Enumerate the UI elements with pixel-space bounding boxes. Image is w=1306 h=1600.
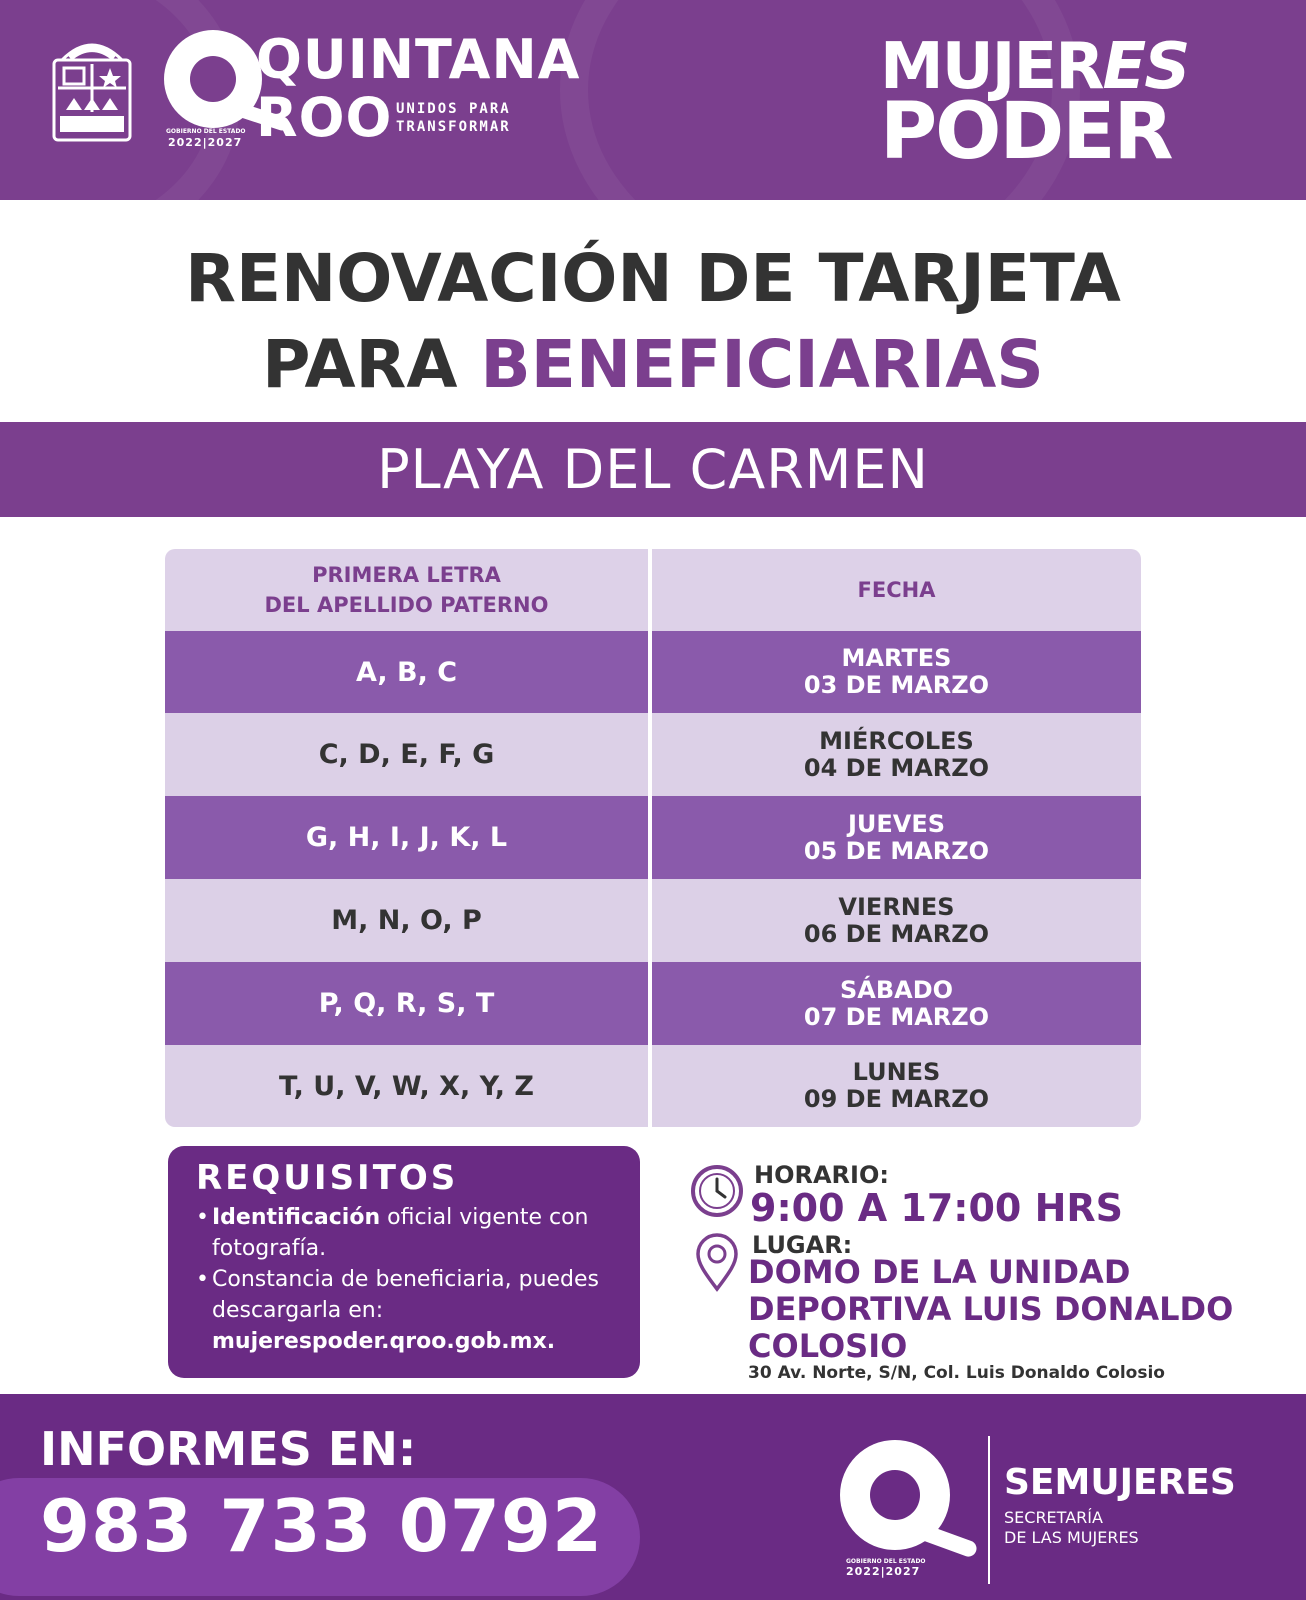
city-name: PLAYA DEL CARMEN: [377, 438, 929, 501]
logo-word-roo: ROO: [256, 86, 393, 149]
header-date-cell: FECHA: [857, 578, 936, 602]
logo-word-es: ES: [1102, 30, 1189, 104]
requirement-item: • Constancia de beneficiaria, puedes descargarla en: mujerespoder.qroo.gob.mx.: [196, 1264, 618, 1357]
logo-word-poder: PODER: [880, 87, 1172, 177]
date-cell: VIERNES 06 DE MARZO: [803, 892, 990, 948]
quintana-roo-logo: [160, 26, 581, 156]
table-row: [165, 796, 1141, 879]
schedule-value: 9:00 A 17:00 HRS: [750, 1186, 1124, 1230]
date-cell: MIÉRCOLES 04 DE MARZO: [803, 726, 990, 782]
table-row: [165, 879, 1141, 962]
schedule-table: [165, 549, 1141, 1127]
table-row: [165, 962, 1141, 1045]
footer-divider: [988, 1436, 990, 1584]
logo-word-quintana: QUINTANA: [256, 28, 581, 91]
header-banner: [0, 0, 1306, 200]
org-name: SEMUJERES: [1004, 1462, 1236, 1503]
title-accent: BENEFICIARIAS: [480, 326, 1044, 403]
info-label: INFORMES EN:: [40, 1422, 417, 1476]
page-title-line2: PARA BENEFICIARIAS: [262, 326, 1044, 403]
requirements-box: [168, 1146, 640, 1378]
table-row: [165, 631, 1141, 713]
footer-years: 2022|2027: [846, 1565, 921, 1578]
logo-years: 2022|2027: [168, 136, 243, 149]
letters-cell: T, U, V, W, X, Y, Z: [165, 1045, 652, 1127]
letters-cell: C, D, E, F, G: [165, 713, 652, 796]
date-cell: LUNES 09 DE MARZO: [803, 1058, 990, 1113]
letters-cell: G, H, I, J, K, L: [165, 796, 652, 879]
place-label: LUGAR:: [752, 1231, 853, 1259]
letters-cell: A, B, C: [165, 631, 652, 713]
place-value: DOMO DE LA UNIDAD DEPORTIVA LUIS DONALDO COLOSIO: [748, 1253, 1234, 1365]
schedule-label: HORARIO:: [754, 1161, 889, 1189]
letters-cell: P, Q, R, S, T: [165, 962, 652, 1045]
mujeres-es-poder-logo: [880, 30, 1260, 175]
location-pin-icon: [694, 1232, 740, 1292]
org-subtitle: SECRETARÍA DE LAS MUJERES: [1004, 1508, 1139, 1547]
logo-gobierno-label: GOBIERNO DEL ESTADO: [166, 128, 246, 135]
date-cell: MARTES 03 DE MARZO: [803, 644, 990, 699]
logo-slogan: UNIDOS PARA TRANSFORMAR: [396, 101, 511, 135]
state-shield-icon: [52, 36, 132, 143]
date-cell: SÁBADO 07 DE MARZO: [803, 975, 990, 1031]
date-cell: JUEVES 05 DE MARZO: [803, 809, 990, 865]
table-row: [165, 1045, 1141, 1127]
phone-number[interactable]: 983 733 0792: [40, 1484, 604, 1568]
header-letter-cell: PRIMERA LETRA DEL APELLIDO PATERNO: [165, 549, 652, 631]
footer-gobierno-label: GOBIERNO DEL ESTADO: [846, 1558, 926, 1565]
clock-icon: [690, 1164, 744, 1218]
semujeres-q-logo: [832, 1440, 982, 1580]
letters-cell: M, N, O, P: [165, 879, 652, 962]
download-url[interactable]: mujerespoder.qroo.gob.mx.: [212, 1329, 556, 1354]
requirements-title: REQUISITOS: [196, 1158, 459, 1198]
logo-word-mujer: MUJER: [880, 30, 1103, 104]
table-row: [165, 713, 1141, 796]
table-header-row: [165, 549, 1141, 631]
page-title-line1: RENOVACIÓN DE TARJETA: [185, 240, 1121, 317]
place-address: 30 Av. Norte, S/N, Col. Luis Donaldo Colosio: [748, 1363, 1165, 1383]
requirement-item: • Identificación oficial vigente con fotografía.: [196, 1202, 618, 1264]
